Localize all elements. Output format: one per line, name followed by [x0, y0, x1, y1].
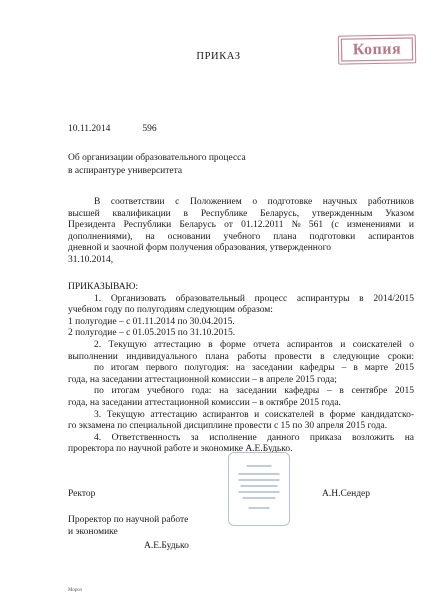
- seal-graphic: [233, 458, 285, 520]
- order-line: по итогам первого полугодия: на заседании кафедры – в марте 2015: [94, 363, 414, 374]
- preamble-line: В соответствии с Положением о подготовке научных работников: [94, 197, 414, 207]
- order-meta: [68, 124, 157, 134]
- order-number: 596: [142, 124, 157, 134]
- order-line: 1 полугодие – с 01.11.2014 по 30.04.2015.: [68, 316, 235, 327]
- order-heading: ПРИКАЗЫВАЮ:: [68, 282, 139, 292]
- preamble-line: дневной и заочной форм получения образования, утвержденного: [68, 243, 332, 254]
- subject-line: Об организации образовательного процесса: [68, 153, 246, 163]
- order-date: 10.11.2014: [68, 124, 111, 134]
- rector-name: А.Н.Сендер: [322, 489, 371, 499]
- document-title: ПРИКАЗ: [196, 51, 241, 62]
- order-line: учебном году по полугодиям следующим образом:: [68, 305, 273, 316]
- order-subject: [68, 152, 268, 177]
- order-body: [68, 282, 414, 456]
- preamble-paragraph: [68, 197, 414, 267]
- executor-name: Мороз: [68, 588, 82, 593]
- order-line: 2 полугодие – с 01.05.2015 по 31.10.2015.: [68, 328, 236, 339]
- order-line: 2. Текущую аттестацию в форме отчета аспирантов и соискателей о: [94, 339, 414, 350]
- prorector-title-line-2: и экономике: [68, 527, 118, 537]
- order-line: 3. Текущую аттестацию аспирантов и соискателей в форме кандидатско-: [94, 409, 414, 420]
- order-line: го экзамена по специальной дисциплине провести с 15 по 30 апреля 2015 года.: [68, 421, 388, 432]
- preamble-line: высшей квалификации в Республике Беларусь, утвержденным Указом: [68, 208, 414, 219]
- order-line: года, на заседании аттестационной комиссии – в октябре 2015 года.: [68, 397, 341, 408]
- order-line: выполнении индивидуального плана работы провести в следующие сроки:: [68, 351, 414, 362]
- order-line: 1. Организовать образовательный процесс аспирантуры в 2014/2015: [94, 293, 414, 304]
- registration-seal: [228, 452, 290, 526]
- order-line: проректора по научной работе и экономике А.Е.Будько.: [68, 444, 293, 455]
- prorector-title-line-1: Проректор по научной работе: [68, 515, 189, 525]
- preamble-line: дополнениями), на основании учебного плана подготовки аспирантов: [68, 231, 414, 242]
- prorector-name: А.Е.Будько: [144, 541, 189, 551]
- order-line: по итогам учебного года: на заседании кафедры – в сентябре 2015: [94, 386, 414, 397]
- order-line: года, на заседании аттестационной комиссии – в апреле 2015 года;: [68, 374, 337, 385]
- order-line: 4. Ответственность за исполнение данного приказа возложить на: [94, 432, 414, 443]
- preamble-line: 31.10.2014,: [68, 254, 114, 265]
- subject-line: в аспирантуре университета: [68, 165, 183, 176]
- rector-title: Ректор: [68, 489, 96, 499]
- preamble-line: Президента Республики Беларусь от 01.12.2011 № 561 (с изменениями и: [68, 220, 414, 231]
- copy-stamp-text: Копия: [352, 40, 402, 58]
